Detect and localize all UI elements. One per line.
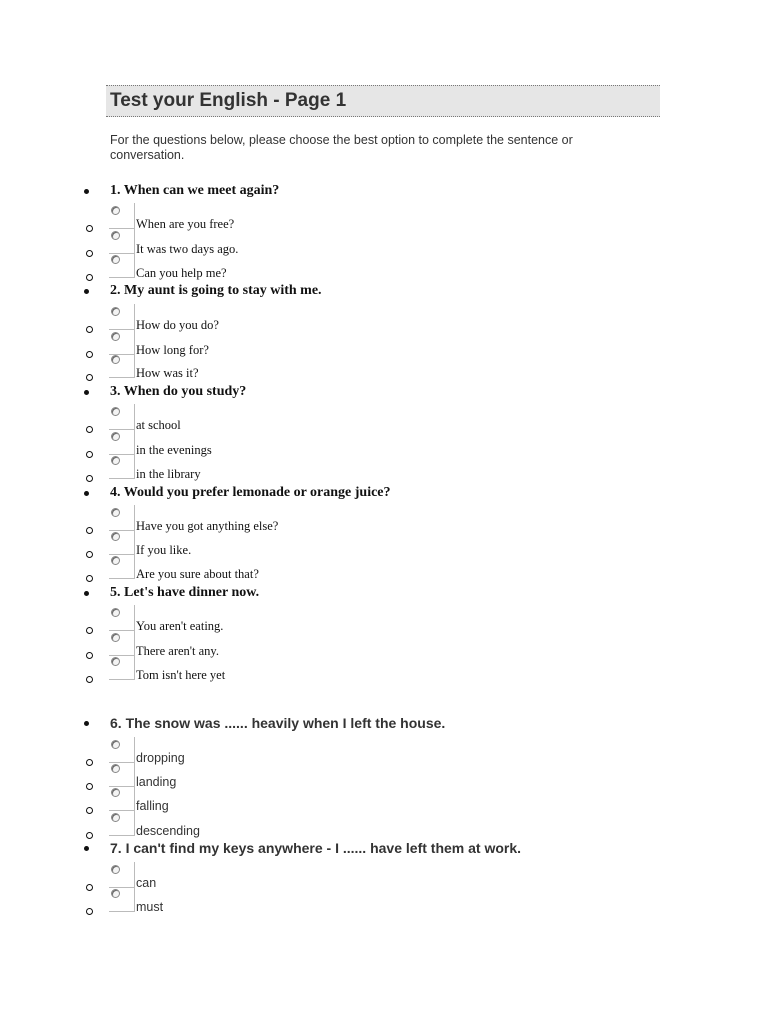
- radio-icon: [111, 432, 120, 441]
- question-3: [0, 384, 700, 406]
- radio-icon: [111, 355, 120, 364]
- option-label: How do you do?: [136, 318, 219, 332]
- bullet-icon: [84, 289, 89, 294]
- radio-button[interactable]: [109, 505, 135, 531]
- option-5-2[interactable]: [0, 644, 700, 668]
- radio-icon: [111, 764, 120, 773]
- list-circle-icon: [86, 351, 93, 358]
- list-circle-icon: [86, 759, 93, 766]
- radio-icon: [111, 508, 120, 517]
- option-1-1[interactable]: [0, 217, 700, 241]
- intro-text: For the questions below, please choose the best option to complete the sentence or conversation.: [110, 133, 573, 162]
- radio-icon: [111, 633, 120, 642]
- list-circle-icon: [86, 884, 93, 891]
- question-2: [0, 283, 700, 305]
- option-label: Can you help me?: [136, 266, 227, 280]
- radio-icon: [111, 788, 120, 797]
- option-6-3[interactable]: [0, 799, 700, 823]
- radio-icon: [111, 608, 120, 617]
- option-label: in the evenings: [136, 443, 212, 457]
- option-label: When are you free?: [136, 217, 235, 231]
- question-7: [0, 840, 700, 862]
- question-5: [0, 585, 700, 607]
- bullet-icon: [84, 591, 89, 596]
- option-label: falling: [136, 799, 169, 813]
- option-label: There aren't any.: [136, 644, 219, 658]
- list-circle-icon: [86, 274, 93, 281]
- question-text: 6. The snow was ...... heavily when I left the house.: [110, 715, 446, 731]
- radio-icon: [111, 332, 120, 341]
- radio-button[interactable]: [109, 252, 135, 278]
- list-circle-icon: [86, 783, 93, 790]
- option-4-2[interactable]: [0, 543, 700, 567]
- option-7-1[interactable]: [0, 876, 700, 900]
- list-circle-icon: [86, 551, 93, 558]
- option-label: Are you sure about that?: [136, 567, 259, 581]
- list-circle-icon: [86, 326, 93, 333]
- bullet-icon: [84, 846, 89, 851]
- option-label: How long for?: [136, 343, 209, 357]
- radio-icon: [111, 657, 120, 666]
- radio-icon: [111, 865, 120, 874]
- radio-icon: [111, 307, 120, 316]
- question-text: 1. When can we meet again?: [110, 183, 280, 198]
- page-title: Test your English - Page 1: [110, 90, 347, 111]
- list-circle-icon: [86, 575, 93, 582]
- option-label: dropping: [136, 751, 185, 765]
- radio-button[interactable]: [109, 203, 135, 229]
- radio-icon: [111, 532, 120, 541]
- question-text: 7. I can't find my keys anywhere - I ...... have left them at work.: [110, 840, 522, 856]
- bullet-icon: [84, 491, 89, 496]
- option-label: You aren't eating.: [136, 619, 224, 633]
- option-label: How was it?: [136, 366, 199, 380]
- question-6: [0, 715, 700, 737]
- list-circle-icon: [86, 807, 93, 814]
- question-text: 4. Would you prefer lemonade or orange juice?: [110, 485, 391, 500]
- radio-button[interactable]: [109, 886, 135, 912]
- radio-button[interactable]: [109, 862, 135, 888]
- bullet-icon: [84, 390, 89, 395]
- radio-button[interactable]: [109, 228, 135, 254]
- option-3-2[interactable]: [0, 443, 700, 467]
- radio-icon: [111, 740, 120, 749]
- option-1-2[interactable]: [0, 242, 700, 266]
- list-circle-icon: [86, 225, 93, 232]
- radio-button[interactable]: [109, 761, 135, 787]
- option-2-1[interactable]: [0, 318, 700, 342]
- question-1: [0, 183, 700, 205]
- option-label: in the library: [136, 467, 201, 481]
- radio-button[interactable]: [109, 304, 135, 330]
- option-label: must: [136, 900, 164, 914]
- radio-button[interactable]: [109, 785, 135, 811]
- radio-button[interactable]: [109, 810, 135, 836]
- list-circle-icon: [86, 676, 93, 683]
- radio-button[interactable]: [109, 429, 135, 455]
- radio-button[interactable]: [109, 630, 135, 656]
- list-circle-icon: [86, 527, 93, 534]
- option-label: descending: [136, 824, 200, 838]
- option-label: at school: [136, 418, 181, 432]
- list-circle-icon: [86, 652, 93, 659]
- radio-button[interactable]: [109, 737, 135, 763]
- option-5-1[interactable]: [0, 619, 700, 643]
- option-label: It was two days ago.: [136, 242, 239, 256]
- radio-icon: [111, 231, 120, 240]
- option-4-1[interactable]: [0, 519, 700, 543]
- option-label: Tom isn't here yet: [136, 668, 226, 682]
- bullet-icon: [84, 189, 89, 194]
- radio-button[interactable]: [109, 352, 135, 378]
- list-circle-icon: [86, 475, 93, 482]
- option-label: If you like.: [136, 543, 192, 557]
- list-circle-icon: [86, 627, 93, 634]
- option-6-2[interactable]: [0, 775, 700, 799]
- radio-icon: [111, 255, 120, 264]
- bullet-icon: [84, 721, 89, 726]
- radio-icon: [111, 206, 120, 215]
- option-2-2[interactable]: [0, 343, 700, 367]
- radio-icon: [111, 813, 120, 822]
- radio-button[interactable]: [109, 553, 135, 579]
- question-text: 3. When do you study?: [110, 384, 247, 399]
- question-4: [0, 485, 700, 507]
- title-bar: [106, 85, 660, 117]
- radio-icon: [111, 889, 120, 898]
- radio-button[interactable]: [109, 404, 135, 430]
- radio-icon: [111, 456, 120, 465]
- option-6-1[interactable]: [0, 751, 700, 775]
- radio-button[interactable]: [109, 453, 135, 479]
- list-circle-icon: [86, 250, 93, 257]
- option-label: can: [136, 876, 157, 890]
- radio-button[interactable]: [109, 529, 135, 555]
- list-circle-icon: [86, 451, 93, 458]
- list-circle-icon: [86, 908, 93, 915]
- option-3-1[interactable]: [0, 418, 700, 442]
- option-5-3[interactable]: [0, 668, 700, 692]
- question-text: 2. My aunt is going to stay with me.: [110, 283, 322, 298]
- radio-icon: [111, 556, 120, 565]
- option-label: Have you got anything else?: [136, 519, 279, 533]
- list-circle-icon: [86, 832, 93, 839]
- radio-icon: [111, 407, 120, 416]
- option-label: landing: [136, 775, 177, 789]
- list-circle-icon: [86, 426, 93, 433]
- radio-button[interactable]: [109, 654, 135, 680]
- option-7-2[interactable]: [0, 900, 700, 924]
- list-circle-icon: [86, 374, 93, 381]
- radio-button[interactable]: [109, 605, 135, 631]
- question-text: 5. Let's have dinner now.: [110, 585, 260, 600]
